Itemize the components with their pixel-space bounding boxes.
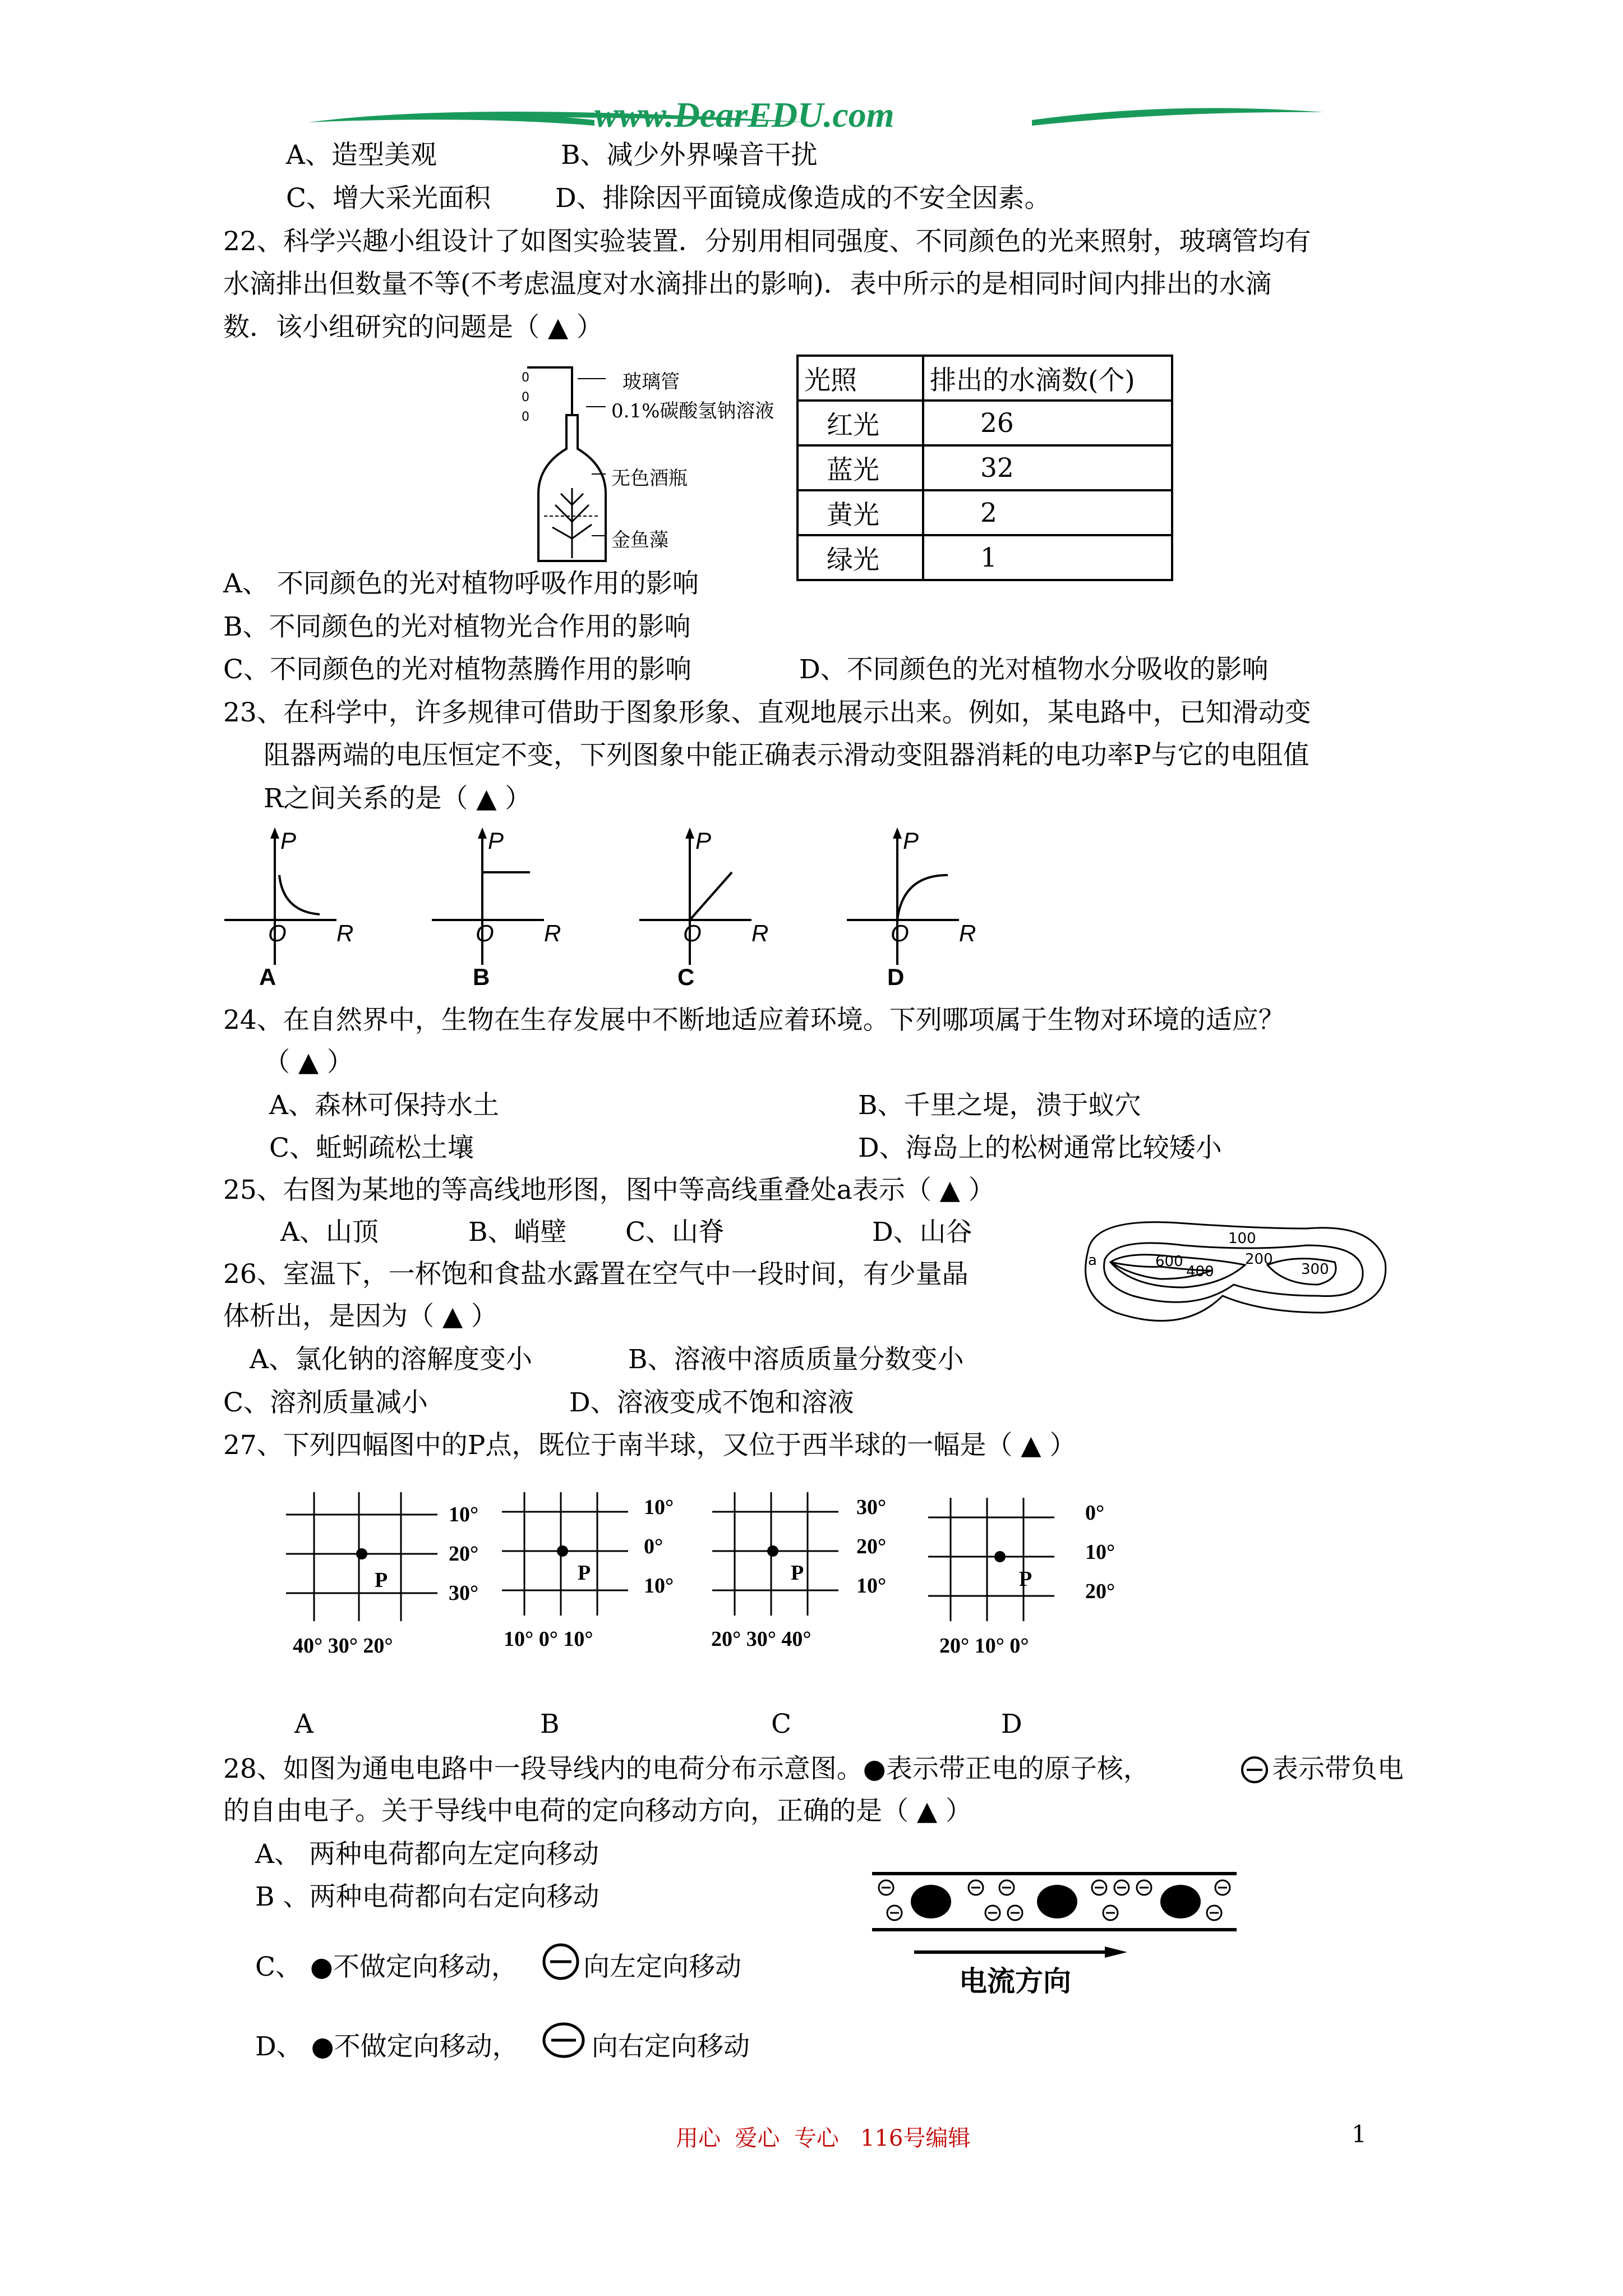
svg-text:0: 0 xyxy=(522,390,529,404)
map-label-100: 100 xyxy=(1228,1230,1256,1247)
table-cell: 26 xyxy=(923,401,1172,445)
q24-option-c: C、蚯蚓疏松土壤 xyxy=(269,1133,474,1163)
q25-option-b: B、峭壁 xyxy=(468,1217,567,1248)
q22-fig-label-solution: 0.1%碳酸氢钠溶液 xyxy=(611,400,774,422)
q23-d-axis-p: P xyxy=(903,827,919,854)
q27-b-point: P xyxy=(578,1561,591,1585)
table-header-drops: 排出的水滴数(个) xyxy=(923,356,1172,401)
q23-c-axis-p: P xyxy=(695,827,712,854)
table-cell: 1 xyxy=(923,535,1172,580)
q23-a-axis-p: P xyxy=(280,827,297,854)
q27-c-lon: 20° 30° 40° xyxy=(711,1627,811,1651)
q27-d-lat: 10° xyxy=(1085,1540,1115,1564)
q28-option-a: A、 两种电荷都向左定向移动 xyxy=(255,1839,599,1870)
q27-grid-d xyxy=(928,1498,1054,1621)
table-cell: 32 xyxy=(923,445,1172,490)
table-cell: 蓝光 xyxy=(797,445,923,490)
banner-line-right xyxy=(1032,108,1324,126)
q27-d-point: P xyxy=(1019,1567,1032,1591)
q27-d-lat: 0° xyxy=(1085,1501,1105,1525)
q27-a-point: P xyxy=(375,1568,388,1592)
q21-option-a: A、造型美观 xyxy=(286,140,437,171)
q23-b-axis-r: R xyxy=(544,920,561,946)
table-row xyxy=(797,401,1172,445)
q21-option-b: B、减少外界噪音干扰 xyxy=(561,140,818,171)
q26-option-d: D、溶液变成不饱和溶液 xyxy=(569,1387,854,1418)
table-row xyxy=(797,535,1172,580)
q22-fig-label-tube: 玻璃管 xyxy=(623,371,680,393)
q28-option-d-post: 向右定向移动 xyxy=(592,2031,750,2062)
footer-text: 用心 爱心 专心 116号编辑 xyxy=(676,2125,971,2151)
electron-icon xyxy=(541,1942,580,1981)
q25-contour-map xyxy=(1071,1206,1396,1346)
q27-a-lon: 40° 30° 20° xyxy=(293,1634,393,1658)
q27-a-lat: 20° xyxy=(449,1542,479,1566)
q28-stem-line1b: 表示带负电 xyxy=(1272,1754,1404,1784)
q27-d-letter: D xyxy=(1001,1709,1022,1740)
table-header-light: 光照 xyxy=(797,356,923,401)
q23-d-axis-r: R xyxy=(959,920,976,946)
q27-a-letter: A xyxy=(294,1709,313,1740)
q23-b-letter: B xyxy=(473,964,490,990)
q28-option-c-post: 向左定向移动 xyxy=(583,1952,741,1982)
table-cell: 红光 xyxy=(797,401,923,445)
q23-a-axis-r: R xyxy=(336,920,354,946)
q23-b-origin: O xyxy=(476,920,494,946)
map-label-200: 200 xyxy=(1245,1251,1273,1268)
table-cell: 黄光 xyxy=(797,490,923,535)
q27-b-letter: B xyxy=(540,1709,560,1740)
svg-text:0: 0 xyxy=(522,410,529,424)
q23-graphs xyxy=(219,825,1004,993)
table-row xyxy=(797,445,1172,490)
q23-stem-line3: R之间关系的是（ ▲ ） xyxy=(264,783,532,814)
q21-option-d: D、排除因平面镜成像造成的不安全因素。 xyxy=(555,183,1051,214)
q23-stem-line2: 阻器两端的电压恒定不变，下列图象中能正确表示滑动变阻器消耗的电功率P与它的电阻值 xyxy=(264,740,1310,771)
q28-option-c-pre: C、 ●不做定向移动， xyxy=(255,1952,518,1982)
q27-c-lat: 10° xyxy=(856,1574,887,1598)
q25-option-a: A、山顶 xyxy=(280,1217,379,1248)
q22-option-c: C、不同颜色的光对植物蒸腾作用的影响 xyxy=(223,654,691,685)
q27-d-lon: 20° 10° 0° xyxy=(939,1634,1029,1658)
q27-c-point: P xyxy=(791,1561,804,1585)
q23-a-origin: O xyxy=(268,920,287,946)
q24-option-d: D、海岛上的松树通常比较矮小 xyxy=(858,1133,1222,1163)
q25-stem: 25、右图为某地的等高线地形图，图中等高线重叠处a表示（ ▲ ） xyxy=(223,1175,995,1205)
q22-fig-label-plant: 金鱼藻 xyxy=(611,529,668,551)
q23-d-origin: O xyxy=(891,920,909,946)
table-header-row xyxy=(797,356,1172,401)
map-label-300: 300 xyxy=(1301,1261,1329,1278)
q27-c-lat: 20° xyxy=(856,1535,887,1558)
q28-option-d-pre: D、 ●不做定向移动， xyxy=(255,2031,519,2062)
q27-grid-c xyxy=(712,1492,838,1616)
q27-a-lat: 30° xyxy=(449,1581,479,1605)
q27-b-lat: 10° xyxy=(644,1496,674,1519)
q23-c-origin: O xyxy=(683,920,702,946)
table-cell: 2 xyxy=(923,490,1172,535)
q23-b-axis-p: P xyxy=(488,827,504,854)
q21-option-c: C、增大采光面积 xyxy=(286,183,491,214)
q28-option-b: B 、两种电荷都向右定向移动 xyxy=(255,1881,600,1912)
q23-a-letter: A xyxy=(259,964,276,990)
q27-grid-a xyxy=(286,1492,437,1621)
q22-light-table xyxy=(796,355,1173,581)
q27-d-lat: 20° xyxy=(1085,1580,1115,1603)
q26-option-b: B、溶液中溶质质量分数变小 xyxy=(628,1344,964,1375)
q26-option-c: C、溶剂质量减小 xyxy=(223,1387,428,1418)
table-cell: 绿光 xyxy=(797,535,923,580)
q22-option-a: A、 不同颜色的光对植物呼吸作用的影响 xyxy=(223,568,699,599)
q27-b-lat: 10° xyxy=(644,1574,674,1598)
q26-stem-line1: 26、室温下，一杯饱和食盐水露置在空气中一段时间，有少量晶 xyxy=(223,1259,969,1290)
map-label-400: 400 xyxy=(1186,1263,1214,1280)
page-number: 1 xyxy=(1352,2120,1367,2148)
q22-option-d: D、不同颜色的光对植物水分吸收的影响 xyxy=(799,654,1269,685)
q27-a-lat: 10° xyxy=(449,1503,479,1526)
q22-stem-line3: 数．该小组研究的问题是（ ▲ ） xyxy=(223,312,603,343)
q27-b-lon: 10° 0° 10° xyxy=(504,1627,593,1651)
q24-option-b: B、千里之堤，溃于蚁穴 xyxy=(858,1090,1141,1121)
q27-b-lat: 0° xyxy=(644,1535,663,1558)
q27-c-letter: C xyxy=(771,1709,791,1740)
q22-fig-label-bottle: 无色酒瓶 xyxy=(611,467,688,490)
map-label-a: a xyxy=(1088,1252,1097,1269)
q23-c-axis-r: R xyxy=(751,920,769,946)
q27-grids xyxy=(275,1487,1150,1621)
q27-c-lat: 30° xyxy=(856,1496,887,1519)
q23-stem-line1: 23、在科学中，许多规律可借助于图象形象、直观地展示出来。例如，某电路中，已知滑动变 xyxy=(223,697,1311,728)
svg-text:0: 0 xyxy=(522,371,529,385)
q22-option-b: B、不同颜色的光对植物光合作用的影响 xyxy=(223,611,691,642)
q24-option-a: A、森林可保持水土 xyxy=(269,1090,499,1121)
q25-option-d: D、山谷 xyxy=(872,1217,972,1248)
table-row xyxy=(797,490,1172,535)
q25-option-c: C、山脊 xyxy=(625,1217,725,1248)
q27-stem: 27、下列四幅图中的P点，既位于南半球，又位于西半球的一幅是（ ▲ ） xyxy=(223,1430,1076,1461)
header-site[interactable]: www.DearEDU.com xyxy=(594,95,895,135)
q28-stem-line2: 的自由电子。关于导线中电荷的定向移动方向，正确的是（ ▲ ） xyxy=(223,1796,972,1826)
q26-stem-line2: 体析出，是因为（ ▲ ） xyxy=(223,1301,498,1332)
q23-c-letter: C xyxy=(677,964,695,990)
q22-stem-line2: 水滴排出但数量不等(不考虑温度对水滴排出的影响)．表中所示的是相同时间内排出的水滴 xyxy=(223,269,1272,300)
q24-stem-line2: （ ▲ ） xyxy=(264,1047,354,1078)
q27-grid-b xyxy=(502,1492,628,1616)
map-label-600: 600 xyxy=(1155,1253,1183,1270)
q28-stem-line1a: 28、如图为通电电路中一段导线内的电荷分布示意图。●表示带正电的原子核， xyxy=(223,1754,1150,1784)
q23-d-letter: D xyxy=(887,964,905,990)
q26-option-a: A、氯化钠的溶解度变小 xyxy=(250,1344,532,1375)
q22-stem-line1: 22、科学兴趣小组设计了如图实验装置．分别用相同强度、不同颜色的光来照射，玻璃管均有 xyxy=(223,226,1311,257)
q28-current-label: 电流方向 xyxy=(959,1965,1071,1998)
q24-stem-line1: 24、在自然界中，生物在生存发展中不断地适应着环境。下列哪项属于生物对环境的适应？ xyxy=(223,1005,1285,1036)
electron-icon xyxy=(541,2021,586,2060)
electron-icon xyxy=(1239,1755,1270,1785)
